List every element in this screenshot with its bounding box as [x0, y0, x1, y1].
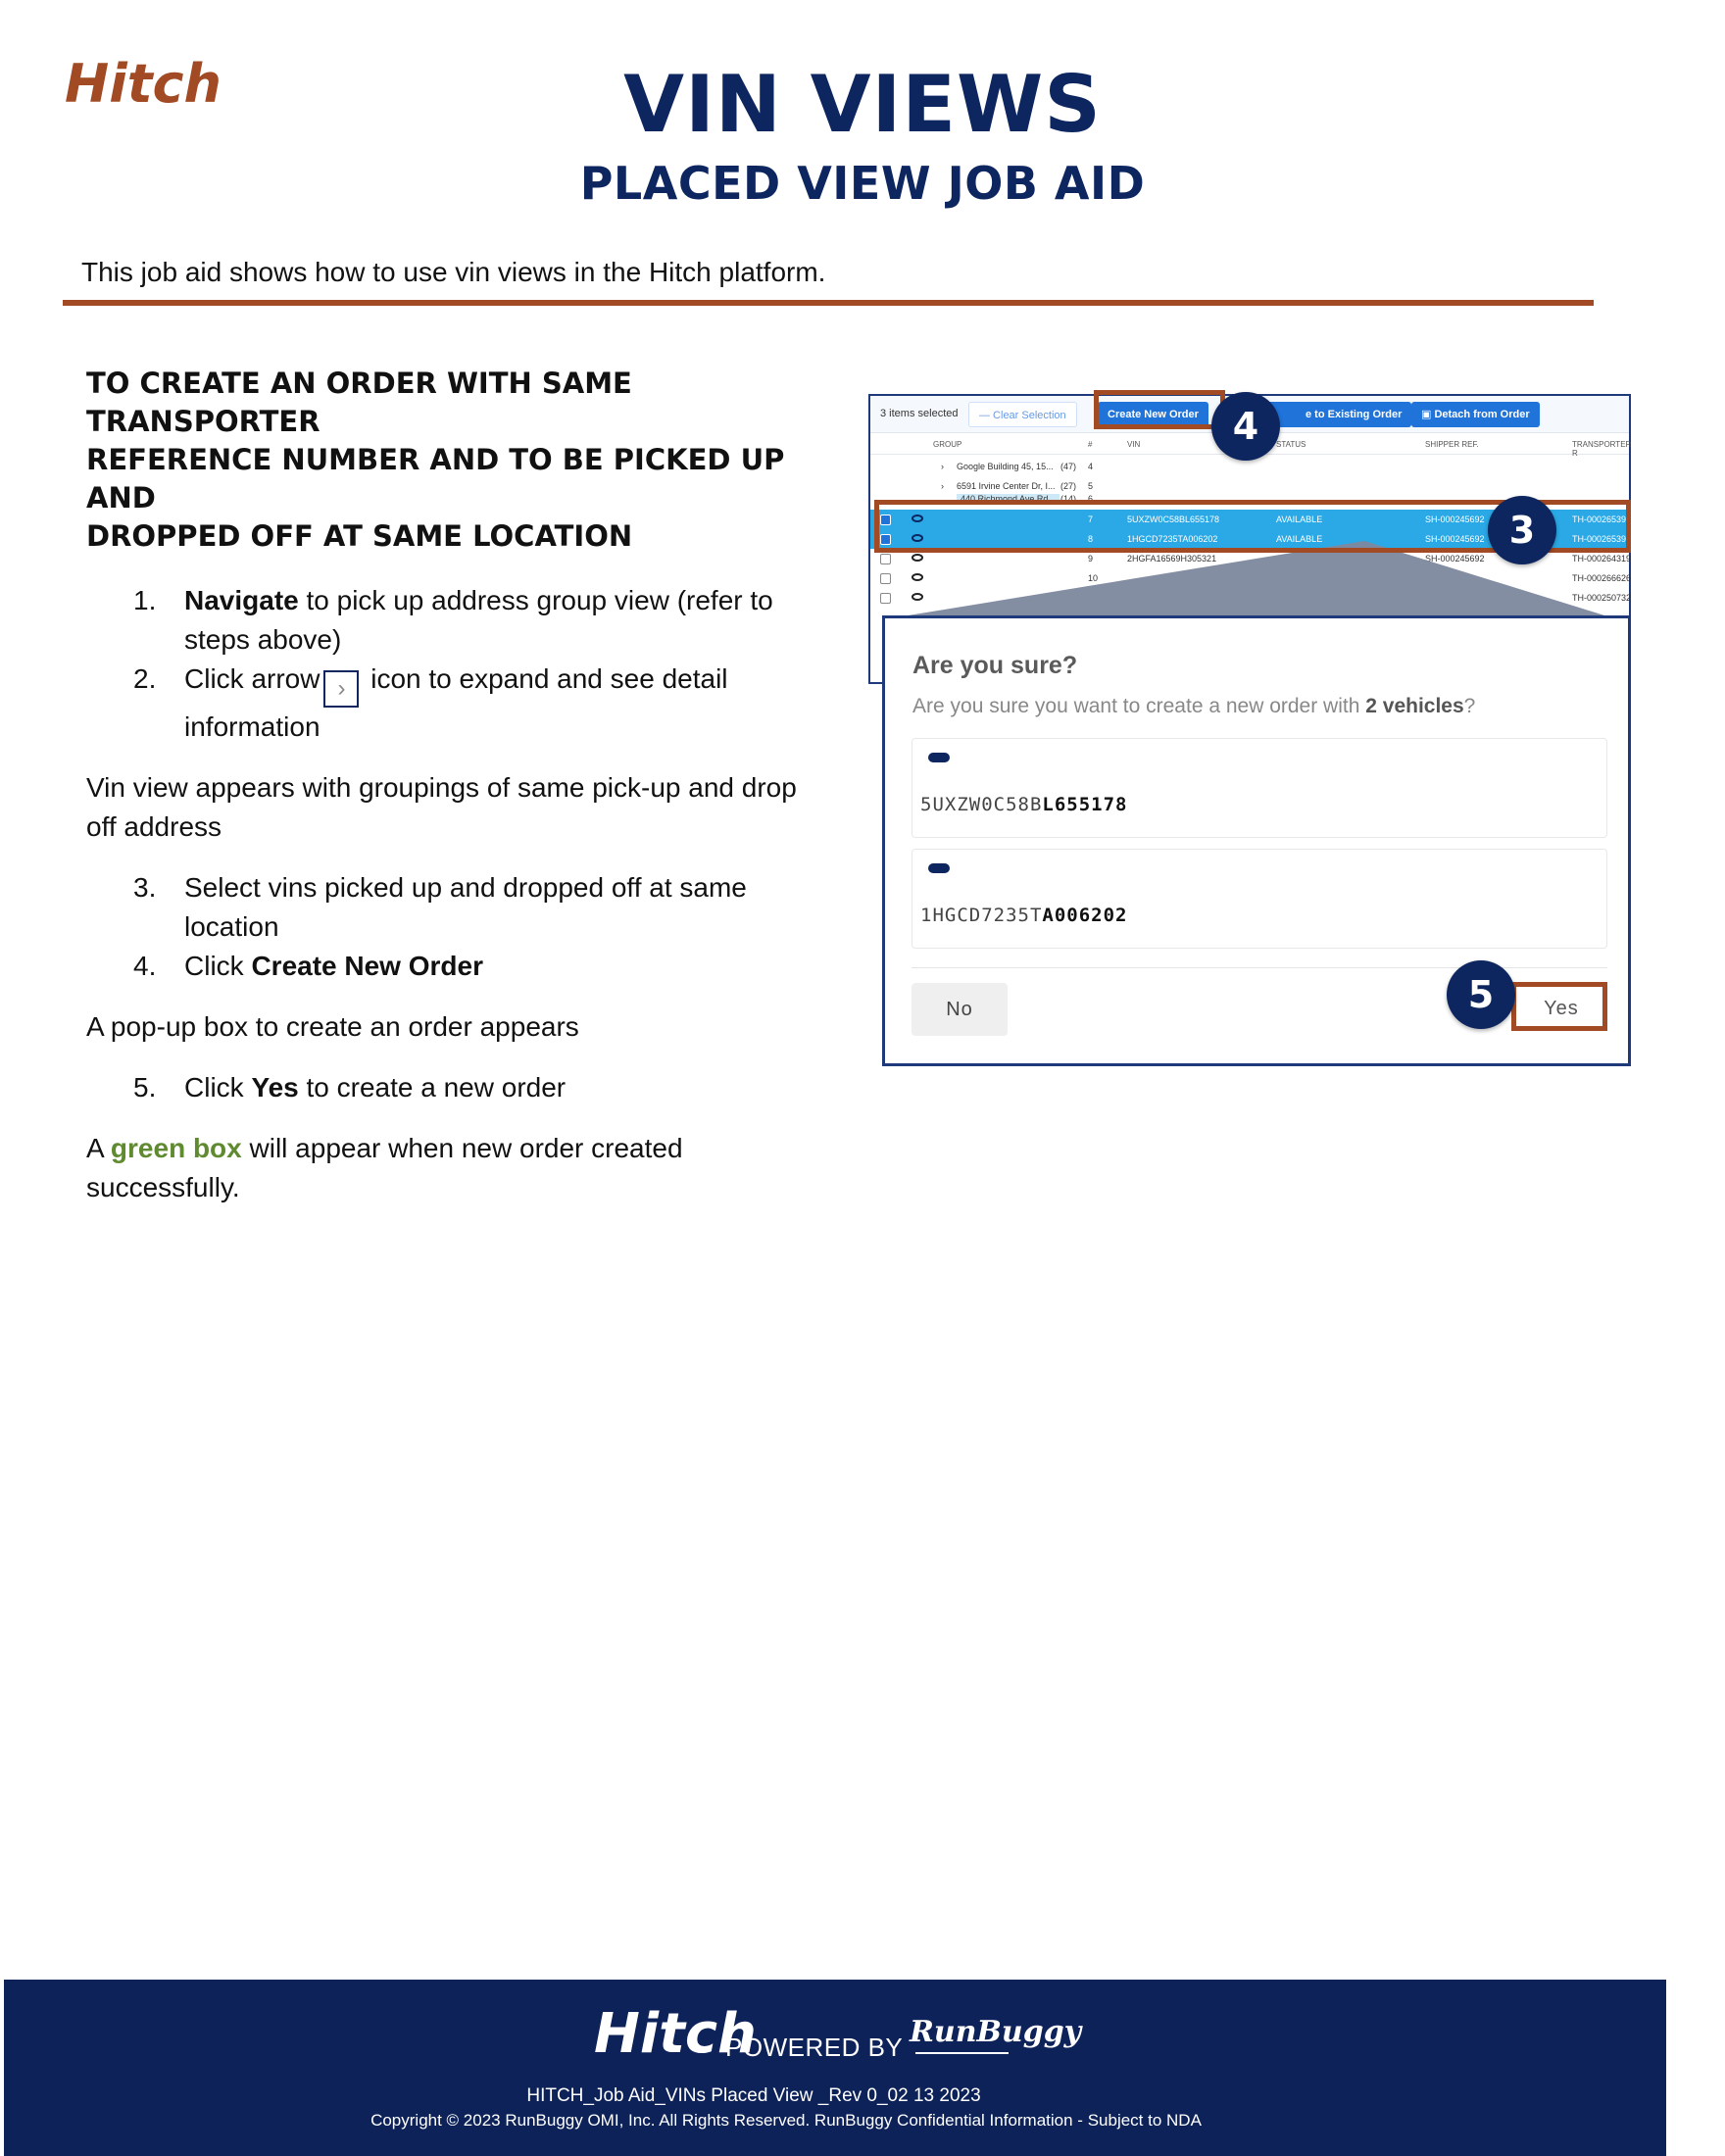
step-3: 3. Select vins picked up and dropped off at same location — [133, 872, 747, 942]
group-row[interactable]: › Google Building 45, 15... (47) 4 — [941, 462, 1094, 471]
paragraph-popup: A pop-up box to create an order appears — [86, 1011, 579, 1042]
document-id: HITCH_Job Aid_VINs Placed View _Rev 0_02 13 2023 — [526, 2085, 981, 2106]
paragraph-success: A green box will appear when new order created successfully. — [86, 1133, 683, 1202]
step-2: 2. Click arrow › icon to expand and see detail information — [133, 663, 728, 742]
table-row[interactable]: TH-000250732 — [870, 588, 1629, 608]
page-title: VIN VIEWS — [623, 59, 1102, 150]
no-button[interactable]: No — [912, 983, 1008, 1036]
footer — [4, 1980, 1666, 2156]
table-row[interactable]: 10 TH-000266626 — [870, 568, 1629, 588]
grid-header: GROUP # VIN STATUS SHIPPER REF. TRANSPORTER R — [870, 433, 1629, 455]
vin-card: 1HGCD7235TA006202 — [912, 849, 1607, 949]
create-new-order-button[interactable]: Create New Order — [1098, 402, 1208, 427]
steps-list-2 — [86, 868, 831, 986]
selection-count: 3 items selected — [880, 408, 959, 419]
runbuggy-logo: RunBuggy — [910, 2015, 1082, 2049]
svg-text:Hitch: Hitch — [65, 53, 222, 115]
vehicle-icon — [928, 863, 950, 873]
steps-list-3 — [86, 1068, 831, 1107]
step-4: 4. Click Create New Order — [133, 951, 483, 981]
page-subtitle: PLACED VIEW JOB AID — [579, 157, 1146, 210]
vin-card: 5UXZW0C58BL655178 — [912, 738, 1607, 838]
group-row[interactable]: › 6591 Irvine Center Dr, I... (27) 5 — [941, 481, 1094, 491]
callout-wedge — [0, 0, 1666, 686]
table-row[interactable]: 9 2HGFA16569H305321 SH-000245692 TH-000264319 — [870, 549, 1629, 568]
runbuggy-underline — [915, 2052, 1009, 2054]
step-badge-5: 5 — [1447, 960, 1515, 1029]
step-badge-3: 3 — [1488, 496, 1556, 564]
dialog-description: Are you sure you want to create a new order with 2 vehicles? — [912, 695, 1476, 717]
vehicle-icon — [928, 753, 950, 762]
clear-selection-button[interactable]: — Clear Selection — [968, 402, 1077, 427]
detach-from-order-button[interactable]: ▣ Detach from Order — [1411, 402, 1540, 427]
hitch-footer-logo — [592, 1991, 757, 2066]
yes-button[interactable]: Yes — [1544, 998, 1579, 1019]
dialog-title: Are you sure? — [912, 652, 1078, 679]
section-heading: TO CREATE AN ORDER WITH SAME TRANSPORTER REFERENCE NUMBER AND TO BE PICKED UP AND DROPPED OFF AT SAME LOCATION — [86, 367, 785, 553]
paragraph-vin-view: Vin view appears with groupings of same pick-up and drop off address — [86, 772, 797, 842]
move-to-existing-order-button[interactable]: e to Existing Order — [1266, 402, 1411, 427]
svg-text:Hitch: Hitch — [594, 2002, 757, 2066]
step-1: 1. Navigate to pick up address group view (refer to steps above) — [133, 585, 773, 655]
powered-by-label: POWERED BY — [725, 2033, 904, 2062]
step-5: 5. Click Yes to create a new order — [133, 1072, 567, 1102]
copyright: Copyright © 2023 RunBuggy OMI, Inc. All Rights Reserved. RunBuggy Confidential Information - Subject to NDA — [370, 2111, 1202, 2130]
highlight-yes-button — [1511, 982, 1607, 1031]
chevron-right-icon: › — [323, 670, 359, 708]
group-row[interactable]: 440 Richmond Ave Rd... (14) 6 — [870, 494, 1629, 508]
intro-text: This job aid shows how to use vin views in the Hitch platform. — [81, 257, 826, 287]
table-row[interactable]: 8 1HGCD7235TA006202 AVAILABLE SH-000245692 TH-000265398 — [870, 529, 1629, 549]
highlight-create-order — [1094, 390, 1225, 429]
table-row[interactable]: 7 5UXZW0C58BL655178 AVAILABLE SH-000245692 TH-000265398 — [870, 510, 1629, 529]
step-badge-4: 4 — [1211, 392, 1280, 461]
